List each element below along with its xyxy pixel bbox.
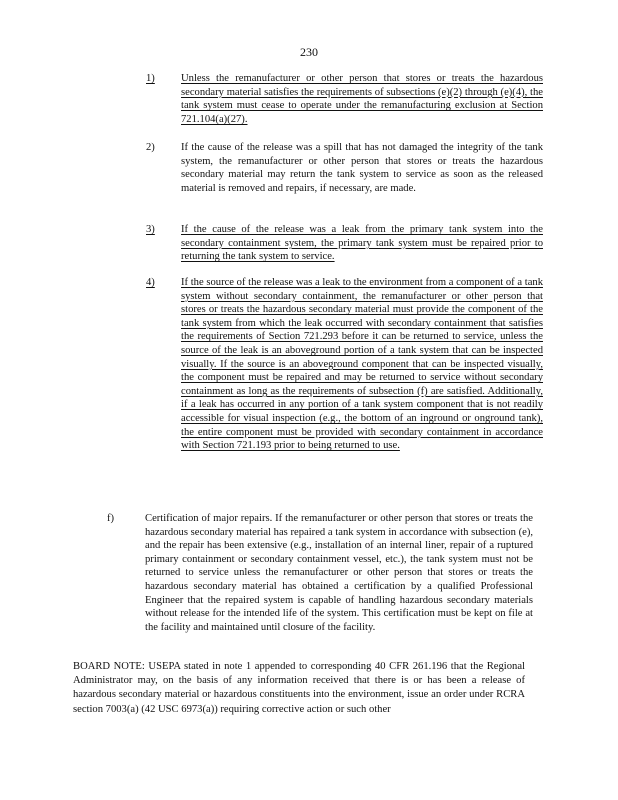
item-3-text: If the cause of the release was a leak from the primary tank system into the secondary containment system, the primary tank system must be repaired prior to returning the tank system to service.: [181, 224, 543, 263]
page-number: 230: [300, 45, 318, 59]
item-3-marker: 3): [146, 224, 155, 235]
item-1-text: Unless the remanufacturer or other person that stores or treats the hazardous secondary material satisfies the requirements of subsections (e)(2) through (e)(4), the tank system must cease to operate under the remanufacturing exclusion at Section 721.104(a)(27).: [181, 73, 543, 125]
section-f-marker: f): [107, 513, 115, 524]
item-2-marker: 2): [146, 142, 155, 153]
board-note: BOARD NOTE: USEPA stated in note 1 appended to corresponding 40 CFR 261.196 that the Regional Administrator may, on the basis of any information received that there is or has been a release of hazardous secondary material or hazardous constituents into the environment, issue an order under RCRA section 7003(a) (42 USC 6973(a)) requiring corrective action or such other: [73, 661, 525, 715]
item-4-marker: 4): [146, 277, 155, 288]
item-4-text: If the source of the release was a leak to the environment from a component of a tank system without secondary containment, the remanufacturer or other person that stores or treats the hazardous secondary material must provide the component of the tank system from which the leak occurred with secondary containment that satisfies the requirements of Section 721.293 before it can be returned to service, unless the source of the leak is an aboveground portion of a tank system that can be inspected visually. If the source is an aboveground component that can be inspected visually, the component must be repaired and may be returned to service without secondary containment as long as the requirements of subsection (f) are satisfied. Additionally, if a leak has occurred in any portion of a tank system component that is not readily accessible for visual inspection (e.g., the bottom of an inground or onground tank), the entire component must be provided with secondary containment in accordance with Section 721.193 prior to being returned to use.: [181, 277, 543, 452]
section-f-text: Certification of major repairs. If the remanufacturer or other person that stores or treats the hazardous secondary material has repaired a tank system in accordance with subsection (e), and the repair has been extensive (e.g., installation of an internal liner, repair of a ruptured primary containment or secondary containment vessel, etc.), the tank system must not be returned to service unless the remanufacturer or other person that stores or treats the hazardous secondary material has obtained a certification by a qualified Professional Engineer that the repaired system is capable of handling hazardous secondary materials without release for the intended life of the system. This certification must be kept on file at the facility and maintained until closure of the facility.: [145, 513, 533, 633]
item-1-marker: 1): [146, 73, 155, 84]
item-2-text: If the cause of the release was a spill that has not damaged the integrity of the tank system, the remanufacturer or other person that stores or treats the hazardous secondary material may return the tank system to service as soon as the released material is removed and repairs, if necessary, are made.: [181, 142, 543, 194]
